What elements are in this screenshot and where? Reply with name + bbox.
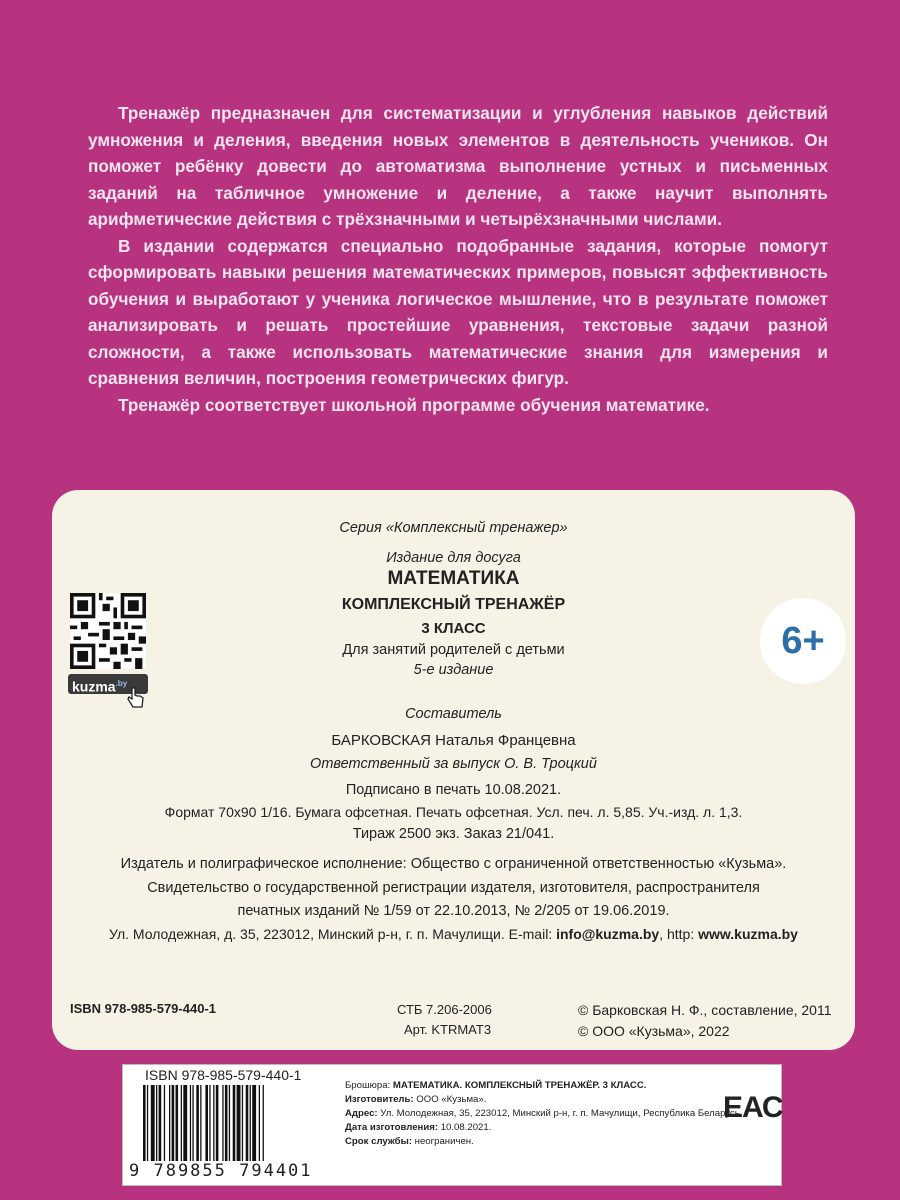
- address-line: [52, 926, 855, 942]
- series: Серия «Комплексный тренажер»: [339, 520, 568, 536]
- age-rating-badge: 6+: [760, 598, 846, 684]
- label-line-5: Срок службы: неограничен.: [345, 1136, 474, 1147]
- stb: СТБ 7.206-2006: [397, 1002, 492, 1017]
- copyright-1: © Барковская Н. Ф., составление, 2011: [578, 1002, 832, 1018]
- product-label: [122, 1064, 782, 1186]
- qr-code-icon: [70, 593, 146, 669]
- barcode-isbn: ISBN 978-985-579-440-1: [145, 1067, 302, 1083]
- eac-mark: ЕАС: [723, 1091, 783, 1124]
- responsible: Ответственный за выпуск О. В. Троцкий: [310, 756, 597, 772]
- imprint-panel: [52, 490, 855, 1050]
- label-line-1: Брошюра: МАТЕМАТИКА. КОМПЛЕКСНЫЙ ТРЕНАЖЁР. 3 КЛАСС.: [345, 1080, 647, 1091]
- barcode-icon: [143, 1085, 323, 1161]
- description-paragraph-3: Тренажёр соответствует школьной программе обучения математике.: [118, 394, 710, 415]
- http-label: , http:: [659, 926, 699, 942]
- book-subtitle: КОМПЛЕКСНЫЙ ТРЕНАЖЁР: [341, 596, 566, 613]
- description-paragraph-1: Тренажёр предназначен для систематизации и углубления навыков действий умножения и деления, введения новых элементов в деятельность учеников. Он поможет ребёнку довести до автоматизма выполнение устных и письменных заданий на табличное умножение и деление, а также научит выполнять арифметические действия с трёхзначными и четырёхзначными числами.: [88, 103, 828, 229]
- isbn: ISBN 978-985-579-440-1: [70, 1001, 216, 1016]
- article: Арт. KTRMAT3: [404, 1022, 492, 1037]
- compiler-name: БАРКОВСКАЯ Наталья Францевна: [331, 732, 576, 749]
- label-line-3: Адрес: Ул. Молодежная, 35, 223012, Минский р-н, г. п. Мачулищи, Республика Беларусь.: [345, 1108, 743, 1119]
- pointer-hand-icon: [126, 686, 146, 710]
- publisher-line-2: Свидетельство о государственной регистрации издателя, изготовителя, распространителя: [147, 880, 760, 896]
- copyright-2: © ООО «Кузьма», 2022: [578, 1023, 730, 1039]
- edition: 5-е издание: [413, 662, 494, 678]
- barcode-number: 9 789855 794401: [129, 1161, 313, 1181]
- description-paragraph-2: В издании содержатся специально подобранные задания, которые помогут сформировать навыки решения математических примеров, повысят эффективность обучения и выработают у ученика логическое мышление, что в результате поможет анализировать и решать простейшие уравнения, текстовые задачи разной сложности, а также использовать математические знания для измерения и сравнения величин, построения геометрических фигур.: [88, 235, 828, 388]
- publisher-line-3: печатных изданий № 1/59 от 22.10.2013, № 2/205 от 19.06.2019.: [237, 903, 670, 919]
- format-info: Формат 70x90 1/16. Бумага офсетная. Печать офсетная. Усл. печ. л. 5,85. Уч.-изд. л. 1,3.: [164, 804, 743, 820]
- description-text: [88, 100, 828, 418]
- label-line-2: Изготовитель: ООО «Кузьма».: [345, 1094, 487, 1105]
- circulation: Тираж 2500 экз. Заказ 21/041.: [352, 826, 555, 842]
- grade: 3 КЛАСС: [421, 620, 486, 637]
- label-info: [345, 1079, 742, 1149]
- book-title: МАТЕМАТИКА: [387, 568, 520, 589]
- audience: Для занятий родителей с детьми: [342, 642, 565, 658]
- address-text: Ул. Молодежная, д. 35, 223012, Минский р-н, г. п. Мачулищи. E-mail:: [109, 926, 557, 942]
- email-link[interactable]: info@kuzma.by: [556, 926, 660, 942]
- compiler-label: Составитель: [405, 706, 502, 722]
- label-line-4: Дата изготовления: 10.08.2021.: [345, 1122, 492, 1133]
- website-link[interactable]: www.kuzma.by: [698, 926, 798, 942]
- publisher-line-1: Издатель и полиграфическое исполнение: Общество с ограниченной ответственностью «Кузьма».: [120, 856, 787, 872]
- edition-type: Издание для досуга: [386, 550, 521, 566]
- barcode-area: [125, 1065, 325, 1183]
- signed-date: Подписано в печать 10.08.2021.: [345, 782, 562, 798]
- kuzma-logo: kuzma$^{.by}$: [68, 674, 148, 694]
